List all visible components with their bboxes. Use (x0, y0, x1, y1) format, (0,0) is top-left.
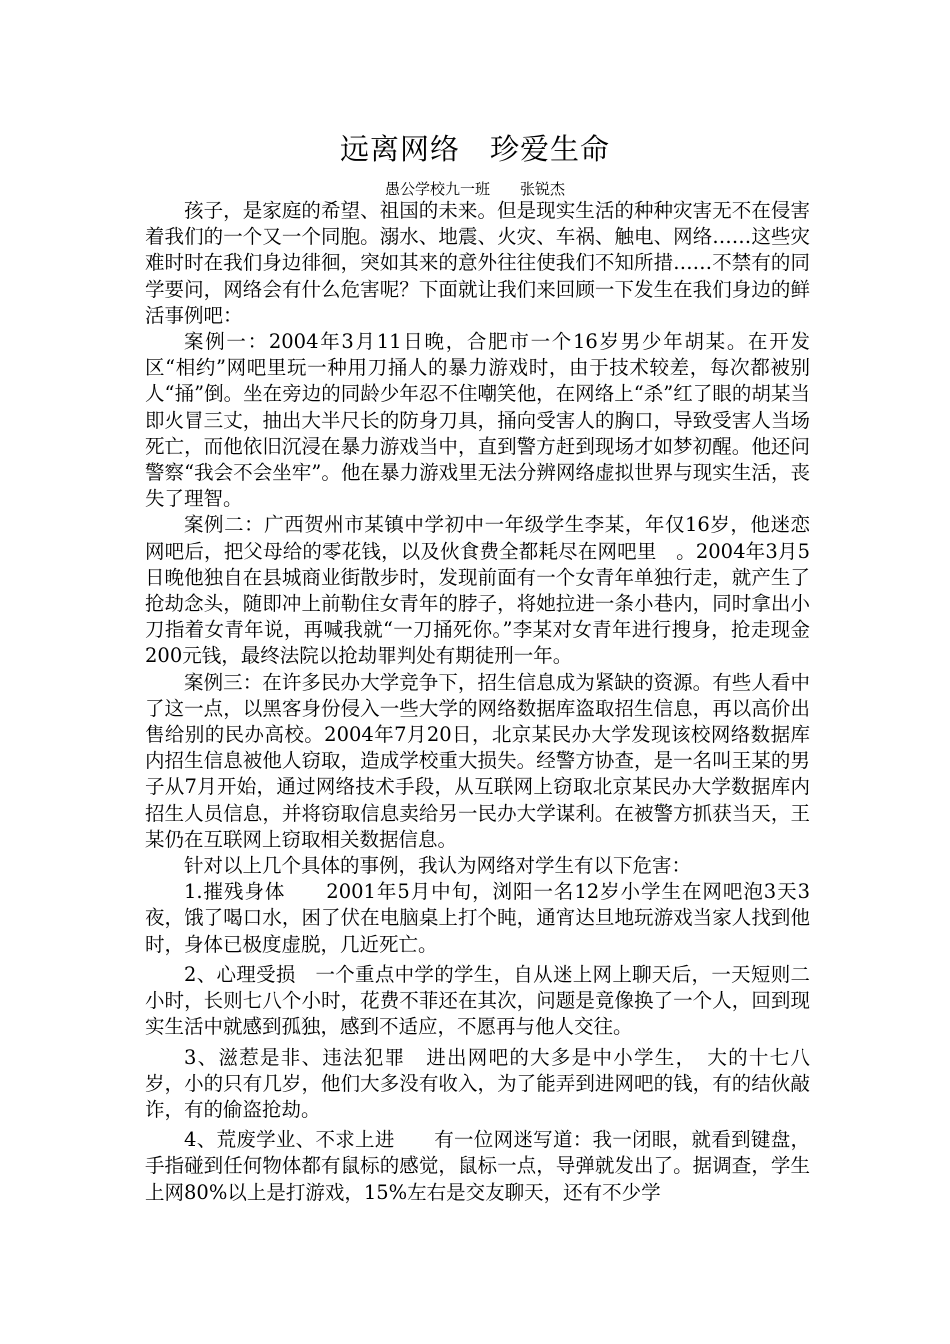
author-byline: 愚公学校九一班 张锐杰 (384, 180, 565, 198)
harm-one-paragraph: 1.摧残身体 2001年5月中旬，浏阳一名12岁小学生在网吧泡3天3夜，饿了喝口水，困了伏在电脑桌上打个盹，通宵达旦地玩游戏当家人找到他时，身体已极度虚脱，几近死亡。 (145, 880, 810, 956)
case-two-paragraph: 案例二：广西贺州市某镇中学初中一年级学生李某，年仅16岁，他迷恋网吧后，把父母给的零花钱，以及伙食费全都耗尽在网吧里 。2004年3月5日晚他独自在县城商业街散步时，发现前面有一个女青年单独行走，就产生了抢劫念头，随即冲上前勒住女青年的脖子，将她拉进一条小巷内，同时拿出小刀指着女青年说，再喊我就“一刀捅死你。”李某对女青年进行搜身，抢走现金200元钱，最终法院以抢劫罪判处有期徒刑一年。 (145, 513, 810, 668)
document-title: 远离网络 珍爱生命 (339, 132, 610, 166)
case-three-paragraph: 案例三：在许多民办大学竞争下，招生信息成为紧缺的资源。有些人看中了这一点，以黑客身份侵入一些大学的网络数据库盗取招生信息，再以高价出售给别的民办高校。2004年7月20日，北京某民办大学发现该校网络数据库内招生信息被他人窃取，造成学校重大损失。经警方协查，是一名叫王某的男子从7月开始，通过网络技术手段，从互联网上窃取北京某民办大学数据库内招生人员信息，并将窃取信息卖给另一民办大学谋利。在被警方抓获当天，王某仍在互联网上窃取相关数据信息。 (145, 670, 810, 851)
document-body (145, 198, 810, 1206)
case-one-paragraph: 案例一：2004年3月11日晚，合肥市一个16岁男少年胡某。在开发区“相约”网吧里玩一种用刀捅人的暴力游戏时，由于技术较差，每次都被别人“捅”倒。坐在旁边的同龄少年忍不住嘲笑他，在网络上“杀”红了眼的胡某当即火冒三丈，抽出大半尺长的防身刀具，捅向受害人的胸口，导致受害人当场死亡，而他依旧沉浸在暴力游戏当中，直到警方赶到现场才如梦初醒。他还问警察“我会不会坐牢”。他在暴力游戏里无法分辨网络虚拟世界与现实生活，丧失了理智。 (145, 330, 810, 511)
harm-three-paragraph: 3、滋惹是非、违法犯罪 进出网吧的大多是中小学生， 大的十七八岁，小的只有几岁，他们大多没有收入，为了能弄到进网吧的钱，有的结伙敲诈，有的偷盗抢劫。 (145, 1045, 810, 1121)
harms-intro-paragraph: 针对以上几个具体的事例，我认为网络对学生有以下危害： (184, 854, 692, 878)
harm-four-paragraph: 4、荒废学业、不求上进 有一位网迷写道：我一闭眼，就看到键盘，手指碰到任何物体都有鼠标的感觉，鼠标一点，导弹就发出了。据调查，学生上网80%以上是打游戏，15%左右是交友聊天，还有不少学 (145, 1128, 810, 1204)
harm-two-paragraph: 2、心理受损 一个重点中学的学生，自从迷上网上聊天后，一天短则二小时，长则七八个小时，花费不菲还在其次，问题是竟像换了一个人，回到现实生活中就感到孤独，感到不适应，不愿再与他人交往。 (145, 962, 810, 1039)
intro-paragraph: 孩子，是家庭的希望、祖国的未来。但是现实生活的种种灾害无不在侵害着我们的一个又一个同胞。溺水、地震、火灾、车祸、触电、网络……这些灾难时时在我们身边徘徊，突如其来的意外往往使我们不知所措……不禁有的同学要问，网络会有什么危害呢？下面就让我们来回顾一下发生在我们身边的鲜活事例吧： (145, 199, 810, 327)
